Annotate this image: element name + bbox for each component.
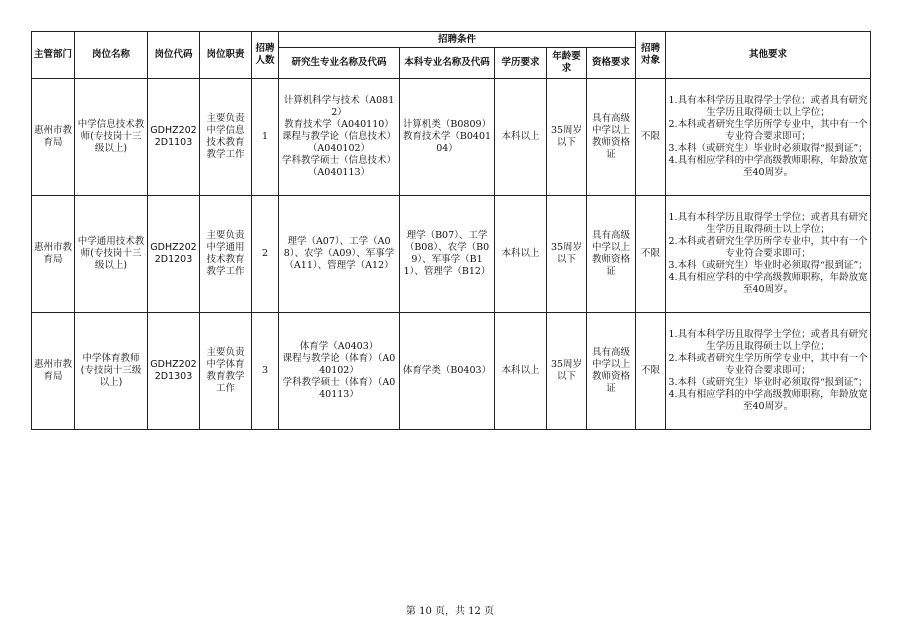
age-cell: 35周岁以下 [547, 196, 587, 313]
undergrad-major-cell: 计算机类（B0809） 教育技术学（B040104） [400, 79, 495, 196]
header-age: 年龄要求 [547, 48, 587, 79]
recruitment-table [31, 31, 871, 430]
dept-cell: 惠州市教育局 [32, 79, 75, 196]
table-row [32, 196, 871, 313]
duty-cell: 主要负责中学体育教育教学工作 [200, 313, 252, 430]
header-duty: 岗位职责 [200, 32, 252, 79]
header-target: 招聘对象 [636, 32, 666, 79]
position-name-cell: 中学体育教师(专技岗十三级以上) [75, 313, 148, 430]
count-cell: 3 [252, 313, 279, 430]
dept-cell: 惠州市教育局 [32, 313, 75, 430]
other-cell: 1.具有本科学历且取得学士学位；或者具有研究生学历且取得硕士以上学位； 2.本科或者研究生学历所学专业中，其中有一个专业符合要求即可； 3.本科（或研究生）毕业时必须取得“报到证”； 4.具有相应学科的中学高级教师职称，年龄放宽至40周岁。 [666, 313, 871, 430]
header-dept: 主管部门 [32, 32, 75, 79]
table-row [32, 313, 871, 430]
undergrad-major-cell: 理学（B07）、工学（B08）、农学（B09）、军事学（B11）、管理学（B12） [400, 196, 495, 313]
table-row [32, 79, 871, 196]
other-cell: 1.具有本科学历且取得学士学位；或者具有研究生学历且取得硕士以上学位； 2.本科或者研究生学历所学专业中，其中有一个专业符合要求即可； 3.本科（或研究生）毕业时必须取得“报到证”； 4.具有相应学科的中学高级教师职称，年龄放宽至40周岁。 [666, 79, 871, 196]
duty-cell: 主要负责中学通用技术教育教学工作 [200, 196, 252, 313]
age-cell: 35周岁以下 [547, 313, 587, 430]
qual-cell: 具有高级中学以上教师资格证 [587, 196, 636, 313]
header-count: 招聘人数 [252, 32, 279, 79]
other-cell: 1.具有本科学历且取得学士学位；或者具有研究生学历且取得硕士以上学位； 2.本科或者研究生学历所学专业中，其中有一个专业符合要求即可； 3.本科（或研究生）毕业时必须取得“报到证”； 4.具有相应学科的中学高级教师职称，年龄放宽至40周岁。 [666, 196, 871, 313]
target-cell: 不限 [636, 313, 666, 430]
target-cell: 不限 [636, 196, 666, 313]
grad-major-cell: 体育学（A0403） 课程与教学论（体育）（A040102） 学科教学硕士（体育）（A040113） [279, 313, 400, 430]
page-number: 第 10 页，共 12 页 [405, 606, 495, 617]
undergrad-major-cell: 体育学类（B0403） [400, 313, 495, 430]
header-name: 岗位名称 [75, 32, 148, 79]
position-code-cell: GDHZ2022D1103 [148, 79, 200, 196]
edu-cell: 本科以上 [495, 79, 547, 196]
header-other: 其他要求 [666, 32, 871, 79]
header-code: 岗位代码 [148, 32, 200, 79]
qual-cell: 具有高级中学以上教师资格证 [587, 79, 636, 196]
target-cell: 不限 [636, 79, 666, 196]
position-name-cell: 中学信息技术教师(专技岗十三级以上) [75, 79, 148, 196]
header-undergrad-major: 本科专业名称及代码 [400, 48, 495, 79]
qual-cell: 具有高级中学以上教师资格证 [587, 313, 636, 430]
count-cell: 1 [252, 79, 279, 196]
position-name-cell: 中学通用技术教师(专技岗十三级以上) [75, 196, 148, 313]
edu-cell: 本科以上 [495, 196, 547, 313]
header-edu: 学历要求 [495, 48, 547, 79]
grad-major-cell: 理学（A07）、工学（A08）、农学（A09）、军事学（A11）、管理学（A12） [279, 196, 400, 313]
duty-cell: 主要负责中学信息技术教育教学工作 [200, 79, 252, 196]
header-qual: 资格要求 [587, 48, 636, 79]
count-cell: 2 [252, 196, 279, 313]
grad-major-cell: 计算机科学与技术（A0812） 教育技术学（A040110） 课程与教学论（信息技术）（A040102） 学科教学硕士（信息技术）（A040113） [279, 79, 400, 196]
header-conditions: 招聘条件 [279, 32, 636, 48]
position-code-cell: GDHZ2022D1203 [148, 196, 200, 313]
header-grad-major: 研究生专业名称及代码 [279, 48, 400, 79]
edu-cell: 本科以上 [495, 313, 547, 430]
age-cell: 35周岁以下 [547, 79, 587, 196]
position-code-cell: GDHZ2022D1303 [148, 313, 200, 430]
dept-cell: 惠州市教育局 [32, 196, 75, 313]
